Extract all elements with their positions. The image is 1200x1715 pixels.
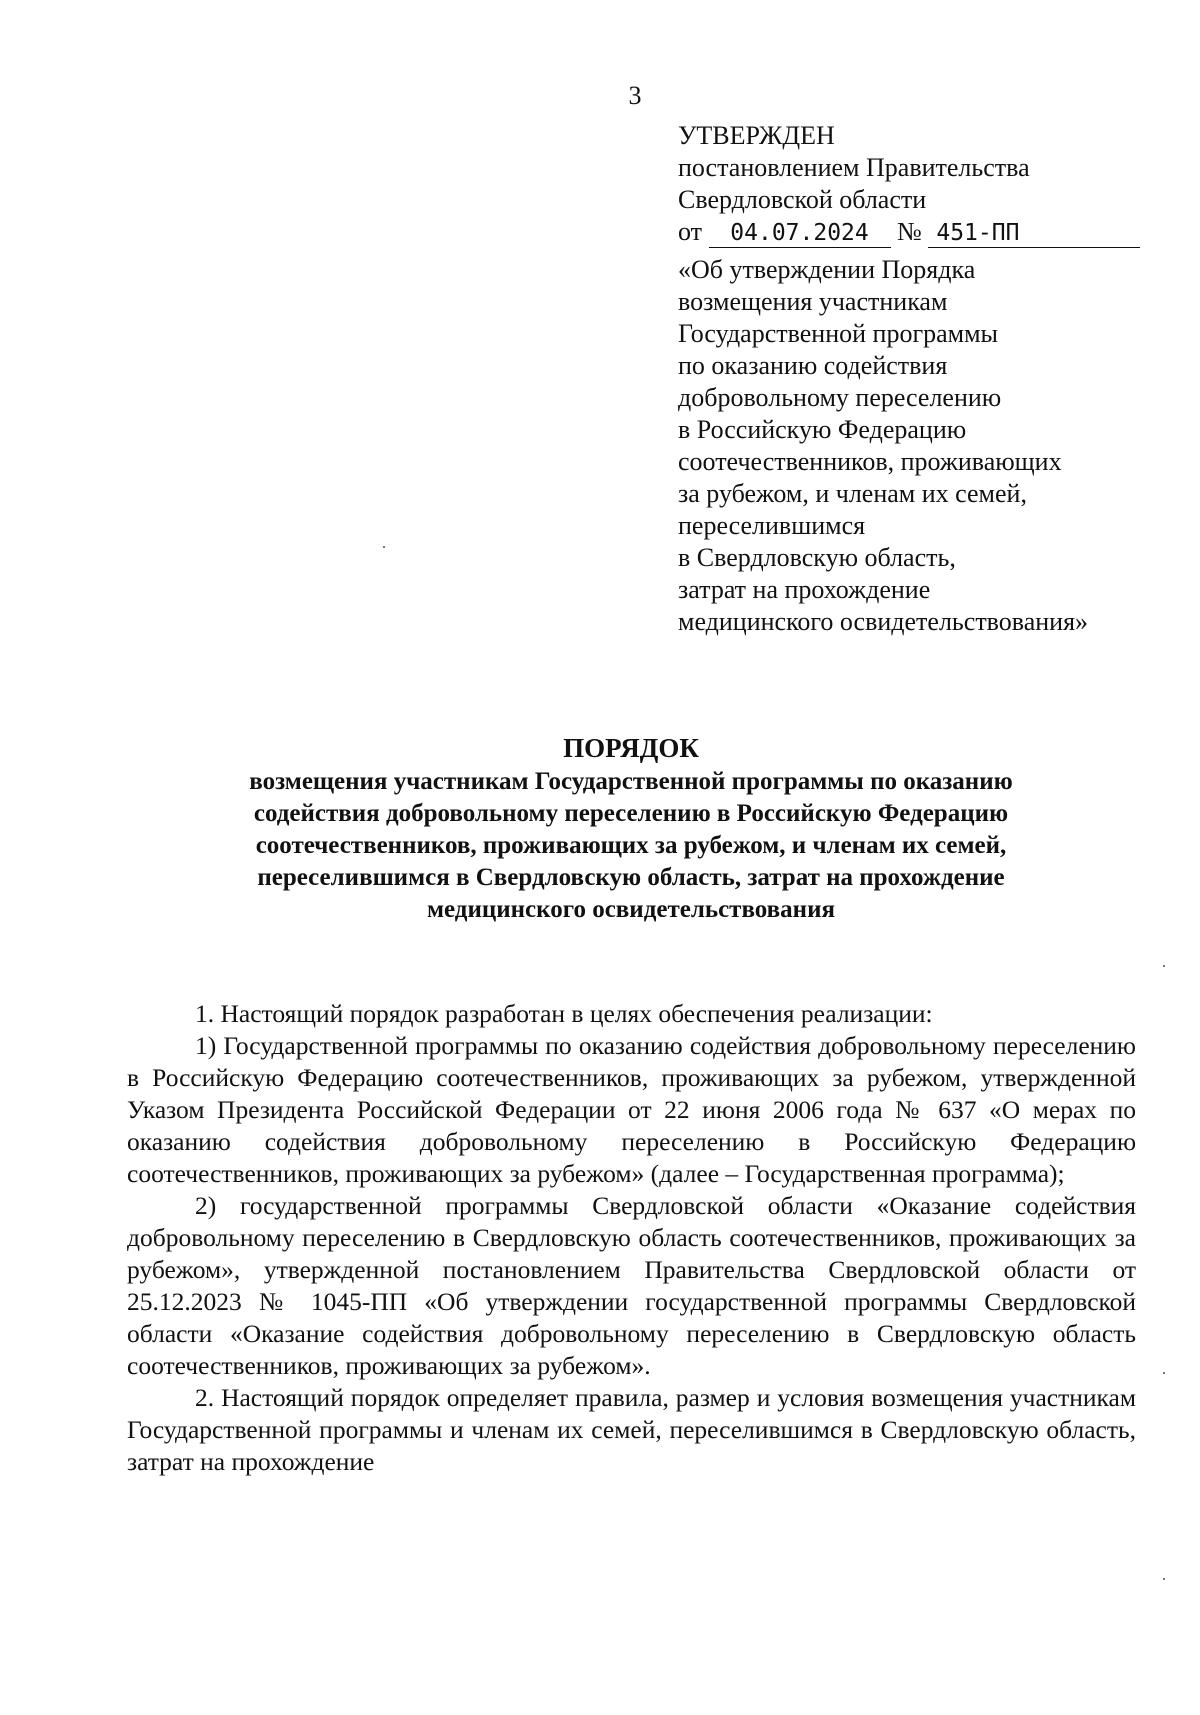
subject-line: в Свердловскую область, [678,543,956,572]
approval-line-2: Свердловской области [678,185,927,214]
body-paragraph: 2) государственной программы Свердловской области «Оказание содействия добровольному переселению в Свердловскую область соотечественников, проживающих за рубежом», утвержденной постановлением Правительства Свердловской области от 25.12.2023 № 1045-ПП «Об утверждении государственной программы Свердловской области «Оказание содействия добровольному переселению в Свердловскую область соотечественников, проживающих за рубежом». [127,1191,1136,1380]
subject-line: соотечественников, проживающих [678,447,1062,476]
subject-line: затрат на прохождение [678,575,931,604]
subject-line: по оказанию содействия [678,351,948,380]
body-paragraph: 2. Настоящий порядок определяет правила, размер и условия возмещения участникам Государственной программы и членам их семей, переселившимся в Свердловскую область, затрат на прохождение [127,1383,1136,1476]
subject-line: «Об утверждении Порядка [678,255,976,284]
approval-line-1: постановлением Правительства [678,153,1030,182]
title-line: соотечественников, проживающих за рубежом, и членам их семей, [255,832,1007,859]
decree-number: 451-ПП [928,219,1140,248]
decree-date: 04.07.2024 [709,219,891,248]
date-prefix: от [678,217,703,246]
title-line: переселившимся в Свердловскую область, затрат на прохождение [257,864,1005,891]
subject-line: за рубежом, и членам их семей, [678,479,1027,508]
body-paragraph: 1) Государственной программы по оказанию содействия добровольному переселению в Российскую Федерацию соотечественников, проживающих за рубежом, утвержденной Указом Президента Российской Федерации от 22 июня 2006 года № 637 «О мерах по оказанию содействия добровольному переселению в Российскую Федерацию соотечественников, проживающих за рубежом» (далее – Государственная программа); [127,1031,1136,1188]
title-line: медицинского освидетельствования [427,896,835,923]
approval-heading: УТВЕРЖДЕН [678,121,835,150]
document-title [126,732,1136,926]
scan-speck [1163,1372,1165,1374]
subject-line: Государственной программы [678,319,999,348]
title-line: возмещения участникам Государственной программы по оказанию [249,768,1013,795]
approval-date-line [678,216,1138,248]
scan-speck [1163,965,1165,967]
approval-block [678,120,1138,638]
subject-line: медицинского освидетельствования» [678,607,1089,636]
subject-line: возмещения участникам [678,287,948,316]
scan-speck [1163,1578,1165,1580]
decree-subject [678,254,1138,638]
page-number: 3 [628,81,642,110]
title-main: ПОРЯДОК [563,733,699,763]
document-body [127,998,1136,1478]
subject-line: добровольному переселению [678,383,1002,412]
body-paragraph: 1. Настоящий порядок разработан в целях обеспечения реализации: [195,999,933,1028]
scan-speck [383,546,385,548]
number-prefix: № [897,217,922,246]
subject-line: переселившимся [678,511,866,540]
title-line: содействия добровольному переселению в Российскую Федерацию [253,800,1009,827]
subject-line: в Российскую Федерацию [678,415,967,444]
